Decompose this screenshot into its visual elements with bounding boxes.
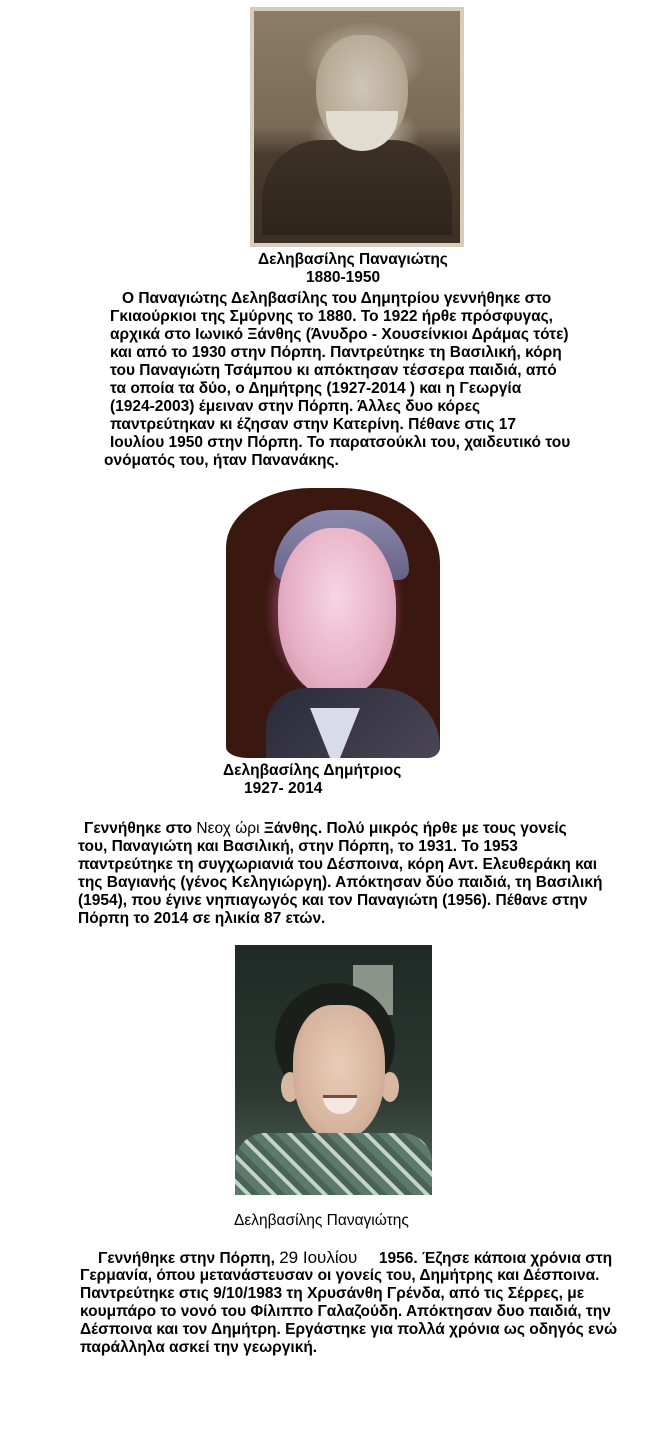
paragraph-line: Ιουλίου 1950 στην Πόρπη. Το παρατσούκλι του, χαιδευτικό του [110,434,571,451]
paragraph-line: παντρεύτηκαν κι έζησαν στην Κατερίνη. Πέθανε στις 17 [110,416,516,433]
person-name: Δεληβασίλης Παναγιώτης [258,251,448,268]
paragraph-line: Γκιαούρκιοι της Σμύρνης το 1880. Το 1922 ήρθε πρόσφυγας, [110,308,553,325]
paragraph-line: Πόρπη το 2014 σε ηλικία 87 ετών. [78,910,326,927]
paragraph-line: τα οποία τα δύο, ο Δημήτρης (1927-2014 ) και η Γεωργία [110,380,522,397]
paragraph-text: Γεννήθηκε στο [84,820,197,837]
paragraph-line: κουμπάρο το νονό του Φίλιππο Γαλαζούδη. Απόκτησαν δυο παιδιά, την [80,1303,611,1320]
place-name: Νεοχ ώρι [196,820,260,837]
date-text: 29 Ιουλίου [279,1248,358,1267]
paragraph-line: Ο Παναγιώτης Δεληβασίλης του Δημητρίου γεννήθηκε στο [122,290,552,307]
portrait-photo-dimitrios [226,488,440,758]
person-years: 1880-1950 [306,269,381,286]
paragraph-line: (1954), που έγινε νηπιαγωγός και τον Παναγιώτη (1956). Πέθανε στην [78,892,588,909]
person-name: Δεληβασίλης Παναγιώτης [234,1212,409,1229]
paragraph-line: της Βαγιανής (γένος Κεληγιώργη). Απόκτησαν δύο παιδιά, τη Βασιλική [78,874,603,891]
paragraph-line: του Παναγιώτη Τσάμπου κι απόκτησαν τέσσερα παιδιά, από [110,362,557,379]
paragraph-line: και από το 1930 στην Πόρπη. Παντρεύτηκε τη Βασιλική, κόρη [110,344,562,361]
person-years: 1927- 2014 [244,780,323,797]
paragraph-line: του, Παναγιώτη και Βασιλική, στην Πόρπη, το 1931. Το 1953 [78,838,518,855]
paragraph-line: παντρεύτηκε τη συγχωριανιά του Δέσποινα, κόρη Αντ. Ελευθεράκη και [78,856,598,873]
paragraph-line: παράλληλα ασκεί την γεωργική. [80,1339,318,1356]
person-name: Δεληβασίλης Δημήτριος [223,762,402,779]
portrait-photo-panagiotis-elder [250,7,464,247]
paragraph-line [84,820,567,838]
paragraph-text: 1956. Έζησε κάποια χρόνια στη [357,1250,613,1267]
paragraph-line [98,1249,612,1268]
paragraph-text: Ξάνθης. Πολύ μικρός ήρθε με τους γονείς [259,820,567,837]
paragraph-line: (1924-2003) έμειναν στην Πόρπη. Άλλες δυο κόρες [110,398,481,415]
paragraph-line: ονόματός του, ήταν Πανανάκης. [104,452,339,469]
paragraph-line: Παντρεύτηκε στις 9/10/1983 τη Χρυσάνθη Γρένδα, από τις Σέρρες, με [80,1285,585,1302]
paragraph-line: Γερμανία, όπου μετανάστευσαν οι γονείς του, Δημήτρης και Δέσποινα. [80,1267,600,1284]
paragraph-text: Γεννήθηκε στην Πόρπη, [98,1250,280,1267]
paragraph-line: αρχικά στο Ιωνικό Ξάνθης (Άνυδρο - Χουσείνκιοι Δράμας τότε) [110,326,569,343]
paragraph-line: Δέσποινα και τον Δημήτρη. Εργάστηκε για πολλά χρόνια ως οδηγός ενώ [80,1321,618,1338]
portrait-photo-panagiotis-young [235,945,432,1195]
